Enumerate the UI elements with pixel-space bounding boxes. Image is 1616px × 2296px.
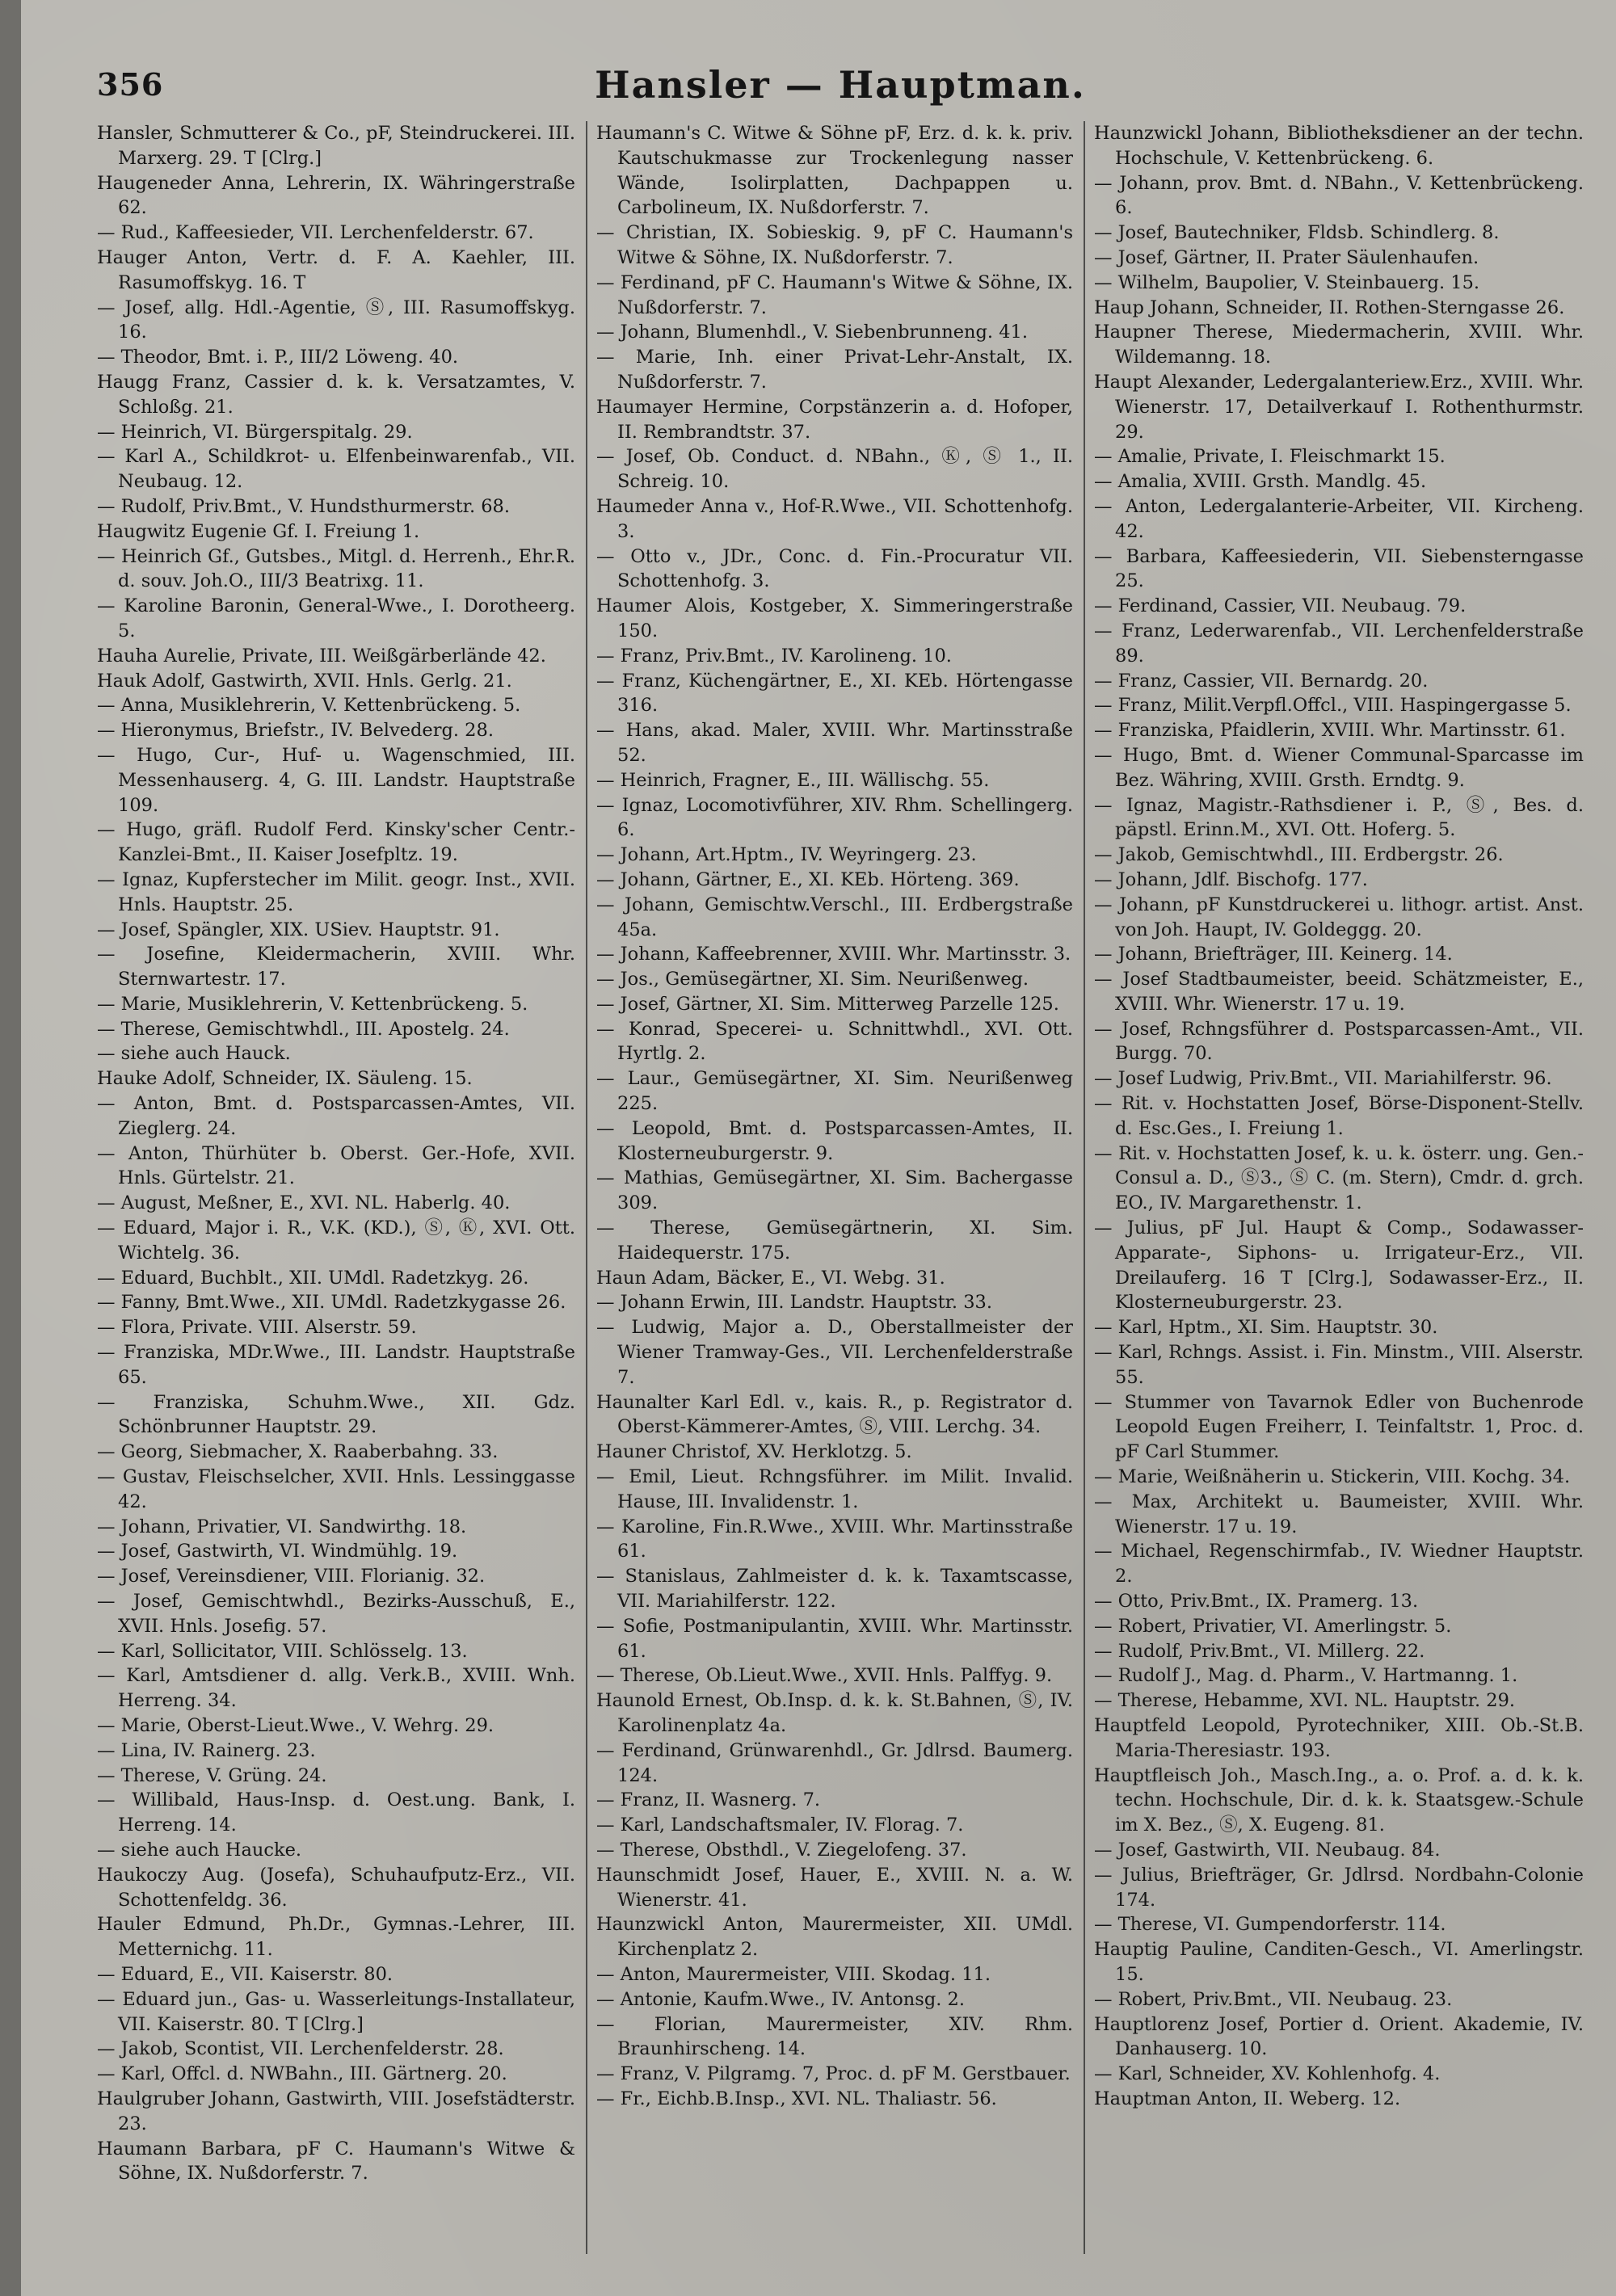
- directory-entry: — Marie, Musiklehrerin, V. Kettenbrückeng. 5.: [97, 993, 528, 1015]
- directory-entry: — Therese, Ob.Lieut.Wwe., XVII. Hnls. Palffyg. 9.: [596, 1665, 1053, 1687]
- directory-entry: — Heinrich Gf., Gutsbes., Mitgl. d. Herrenh., Ehr.R. d. souv. Joh.O., III/3 Beatrixg. 11.: [97, 545, 575, 592]
- column-divider: [1084, 121, 1085, 2254]
- directory-entry: Haugeneder Anna, Lehrerin, IX. Währingerstraße 62.: [97, 172, 575, 219]
- directory-entry: — Josef Ludwig, Priv.Bmt., VII. Mariahilferstr. 96.: [1094, 1068, 1552, 1090]
- directory-entry: Haumayer Hermine, Corpstänzerin a. d. Hofoper, II. Rembrandtstr. 37.: [596, 396, 1073, 443]
- directory-entry: — August, Meßner, E., XVI. NL. Haberlg. 40.: [97, 1192, 511, 1214]
- directory-entry: Haunschmidt Josef, Hauer, E., XVIII. N. a. W. Wienerstr. 41.: [596, 1864, 1073, 1911]
- directory-entry: — Josef, allg. Hdl.-Agentie, Ⓢ, III. Rasumoffskyg. 16.: [97, 296, 575, 343]
- directory-entry: — Hugo, Cur-, Huf- u. Wagenschmied, III. Messenhauserg. 4, G. III. Landstr. Hauptstraße 109.: [97, 744, 575, 816]
- directory-entry: Haugg Franz, Cassier d. k. k. Versatzamtes, V. Schloßg. 21.: [97, 371, 575, 418]
- directory-entry: — Heinrich, Fragner, E., III. Wällischg. 55.: [596, 769, 990, 791]
- directory-entry: — Josef, Gemischtwhdl., Bezirks-Ausschuß, E., XVII. Hnls. Josefig. 57.: [97, 1591, 575, 1637]
- directory-entry: — Marie, Inh. einer Privat-Lehr-Anstalt, IX. Nußdorferstr. 7.: [596, 347, 1073, 393]
- directory-entry: — Julius, pF Jul. Haupt & Comp., Sodawasser-Apparate-, Siphons- u. Irrigateur-Erz., VII. Dreilauferg. 16 T [Clrg.], Sodawasser-Erz., II. Klosterneuburgerstr. 23.: [1094, 1217, 1584, 1314]
- directory-entry: — Barbara, Kaffeesiederin, VII. Siebensterngasse 25.: [1094, 545, 1584, 592]
- directory-entry: — Konrad, Specerei- u. Schnittwhdl., XVI. Ott. Hyrtlg. 2.: [596, 1018, 1073, 1065]
- directory-entry: — Karl, Offcl. d. NWBahn., III. Gärtnerg. 20.: [97, 2063, 507, 2085]
- directory-columns: [97, 121, 1584, 2254]
- directory-entry: — Therese, VI. Gumpendorferstr. 114.: [1094, 1914, 1446, 1936]
- directory-entry: — Marie, Weißnäherin u. Stickerin, VIII. Kochg. 34.: [1094, 1466, 1571, 1488]
- directory-entry: — Therese, Hebamme, XVI. NL. Hauptstr. 29.: [1094, 1690, 1516, 1712]
- directory-entry: — Josef, Gastwirth, VII. Neubaug. 84.: [1094, 1839, 1441, 1861]
- directory-entry: — Hugo, gräfl. Rudolf Ferd. Kinsky'scher Centr.-Kanzlei-Bmt., II. Kaiser Josefpltz. 19.: [97, 819, 575, 866]
- directory-entry: — Karl, Hptm., XI. Sim. Hauptstr. 30.: [1094, 1317, 1438, 1339]
- directory-entry: — Ignaz, Magistr.-Rathsdiener i. P., Ⓢ, Bes. d. päpstl. Erinn.M., XVI. Ott. Hoferg. 5.: [1094, 794, 1584, 841]
- directory-entry: — Robert, Priv.Bmt., VII. Neubaug. 23.: [1094, 1988, 1453, 2010]
- directory-entry: — Mathias, Gemüsegärtner, XI. Sim. Bachergasse 309.: [596, 1167, 1073, 1214]
- directory-entry: Hauptfeld Leopold, Pyrotechniker, XIII. Ob.-St.B. Maria-Theresiastr. 193.: [1094, 1715, 1584, 1761]
- directory-entry: Haunalter Karl Edl. v., kais. R., p. Registrator d. Oberst-Kämmerer-Amtes, Ⓢ, VIII. Lerchg. 34.: [596, 1391, 1073, 1438]
- directory-entry: — Ludwig, Major a. D., Oberstallmeister der Wiener Tramway-Ges., VII. Lerchenfelderstraße 7.: [596, 1317, 1073, 1388]
- directory-entry: — Ferdinand, Cassier, VII. Neubaug. 79.: [1094, 595, 1467, 617]
- directory-entry: Hauptig Pauline, Canditen-Gesch., VI. Amerlingstr. 15.: [1094, 1939, 1584, 1985]
- page-binding-edge: [0, 0, 21, 2296]
- directory-entry: Haunzwickl Johann, Bibliotheksdiener an der techn. Hochschule, V. Kettenbrückeng. 6.: [1094, 123, 1584, 169]
- directory-entry: — Christian, IX. Sobieskig. 9, pF C. Haumann's Witwe & Söhne, IX. Nußdorferstr. 7.: [596, 222, 1073, 268]
- directory-entry: — Lina, IV. Rainerg. 23.: [97, 1739, 316, 1761]
- directory-entry: Hauner Christof, XV. Herklotzg. 5.: [596, 1441, 912, 1463]
- directory-entry: Haunold Ernest, Ob.Insp. d. k. k. St.Bahnen, Ⓢ, IV. Karolinenplatz 4a.: [596, 1690, 1073, 1736]
- directory-entry: — Eduard, E., VII. Kaiserstr. 80.: [97, 1963, 393, 1985]
- directory-entry: — Rudolf, Priv.Bmt., V. Hundsthurmerstr. 68.: [97, 495, 511, 517]
- page-header: [97, 63, 1584, 120]
- directory-entry: — Franziska, Schuhm.Wwe., XII. Gdz. Schönbrunner Hauptstr. 29.: [97, 1391, 575, 1438]
- directory-entry: — Franz, Küchengärtner, E., XI. KEb. Hörtengasse 316.: [596, 670, 1073, 717]
- directory-entry: — Julius, Briefträger, Gr. Jdlrsd. Nordbahn-Colonie 174.: [1094, 1864, 1584, 1911]
- directory-entry: — Florian, Maurermeister, XIV. Rhm. Braunhirscheng. 14.: [596, 2013, 1073, 2060]
- directory-entry: — Jakob, Gemischtwhdl., III. Erdbergstr. 26.: [1094, 844, 1504, 866]
- directory-entry: — Karl, Landschaftsmaler, IV. Florag. 7.: [596, 1815, 964, 1836]
- directory-entry: Hauke Adolf, Schneider, IX. Säuleng. 15.: [97, 1068, 473, 1090]
- directory-entry: — Stanislaus, Zahlmeister d. k. k. Taxamtscasse, VII. Mariahilferstr. 122.: [596, 1566, 1073, 1613]
- directory-entry: — Max, Architekt u. Baumeister, XVIII. Whr. Wienerstr. 17 u. 19.: [1094, 1491, 1584, 1537]
- directory-entry: — Fanny, Bmt.Wwe., XII. UMdl. Radetzkygasse 26.: [97, 1292, 566, 1314]
- directory-entry: — Otto v., JDr., Conc. d. Fin.-Procuratur VII. Schottenhofg. 3.: [596, 545, 1073, 592]
- directory-entry: — Johann, Art.Hptm., IV. Weyringerg. 23.: [596, 844, 977, 866]
- directory-entry: — Therese, V. Grüng. 24.: [97, 1764, 327, 1786]
- column-3: [1094, 121, 1584, 2254]
- directory-entry: — Anton, Bmt. d. Postsparcassen-Amtes, VII. Zieglerg. 24.: [97, 1093, 575, 1139]
- directory-entry: — Franz, Milit.Verpfl.Offcl., VIII. Haspingergasse 5.: [1094, 695, 1572, 717]
- directory-entry: — Anna, Musiklehrerin, V. Kettenbrückeng. 5.: [97, 695, 521, 717]
- directory-entry: — Josef, Rchngsführer d. Postsparcassen-Amt., VII. Burgg. 70.: [1094, 1018, 1584, 1065]
- directory-entry: — Fr., Eichb.B.Insp., XVI. NL. Thaliastr. 56.: [596, 2088, 997, 2109]
- directory-entry: — Ferdinand, pF C. Haumann's Witwe & Söhne, IX. Nußdorferstr. 7.: [596, 271, 1073, 318]
- directory-entry: Hauha Aurelie, Private, III. Weißgärberlände 42.: [97, 645, 546, 667]
- directory-entry: — Karl, Amtsdiener d. allg. Verk.B., XVIII. Wnh. Herreng. 34.: [97, 1665, 575, 1712]
- directory-entry: — Flora, Private. VIII. Alserstr. 59.: [97, 1317, 417, 1339]
- directory-entry: Haunzwickl Anton, Maurermeister, XII. UMdl. Kirchenplatz 2.: [596, 1914, 1073, 1961]
- directory-entry: — Karoline Baronin, General-Wwe., I. Dorotheerg. 5.: [97, 595, 575, 641]
- directory-entry: — Anton, Ledergalanterie-Arbeiter, VII. Kircheng. 42.: [1094, 495, 1584, 542]
- directory-entry: — Karl A., Schildkrot- u. Elfenbeinwarenfab., VII. Neubaug. 12.: [97, 446, 575, 493]
- directory-entry: Haulgruber Johann, Gastwirth, VIII. Josefstädterstr. 23.: [97, 2088, 575, 2134]
- directory-entry: — Johann, Gemischtw.Verschl., III. Erdbergstraße 45a.: [596, 894, 1073, 940]
- directory-entry: — Johann, Jdlf. Bischofg. 177.: [1094, 868, 1368, 890]
- directory-entry: — Amalie, Private, I. Fleischmarkt 15.: [1094, 446, 1446, 468]
- directory-entry: — Hugo, Bmt. d. Wiener Communal-Sparcasse im Bez. Währing, XVIII. Grsth. Erndtg. 9.: [1094, 744, 1584, 791]
- directory-entry: — Laur., Gemüsegärtner, XI. Sim. Neurißenweg 225.: [596, 1068, 1073, 1115]
- directory-entry: — Josefine, Kleidermacherin, XVIII. Whr. Sternwartestr. 17.: [97, 944, 575, 990]
- directory-entry: — Ignaz, Kupferstecher im Milit. geogr. Inst., XVII. Hnls. Hauptstr. 25.: [97, 868, 575, 915]
- directory-entry: — Jos., Gemüsegärtner, XI. Sim. Neurißenweg.: [596, 969, 1029, 990]
- directory-entry: — Franziska, MDr.Wwe., III. Landstr. Hauptstraße 65.: [97, 1342, 575, 1388]
- directory-entry: — Michael, Regenschirmfab., IV. Wiedner Hauptstr. 2.: [1094, 1541, 1584, 1587]
- directory-entry: — Johann Erwin, III. Landstr. Hauptstr. 33.: [596, 1292, 993, 1314]
- directory-entry: Hauptlorenz Josef, Portier d. Orient. Akademie, IV. Danhauserg. 10.: [1094, 2013, 1584, 2060]
- column-2: [596, 121, 1073, 2254]
- directory-entry: — Franz, Priv.Bmt., IV. Karolineng. 10.: [596, 645, 952, 667]
- directory-entry: Haumer Alois, Kostgeber, X. Simmeringerstraße 150.: [596, 595, 1073, 641]
- directory-entry: — Franziska, Pfaidlerin, XVIII. Whr. Martinsstr. 61.: [1094, 720, 1566, 742]
- running-title: Hansler — Hauptman.: [595, 63, 1086, 107]
- directory-entry: — Josef, Vereinsdiener, VIII. Florianig. 32.: [97, 1566, 486, 1587]
- directory-entry: — Franz, V. Pilgramg. 7, Proc. d. pF M. Gerstbauer.: [596, 2063, 1071, 2085]
- directory-entry: Haugwitz Eugenie Gf. I. Freiung 1.: [97, 520, 420, 542]
- directory-entry: — Gustav, Fleischselcher, XVII. Hnls. Lessinggasse 42.: [97, 1466, 575, 1512]
- directory-entry: — Franz, Cassier, VII. Bernardg. 20.: [1094, 670, 1429, 692]
- directory-entry: Haupner Therese, Miedermacherin, XVIII. Whr. Wildemanng. 18.: [1094, 322, 1584, 368]
- directory-entry: — Amalia, XVIII. Grsth. Mandlg. 45.: [1094, 471, 1427, 493]
- directory-entry: — Eduard, Buchblt., XII. UMdl. Radetzkyg. 26.: [97, 1267, 529, 1289]
- directory-entry: — Willibald, Haus-Insp. d. Oest.ung. Bank, I. Herreng. 14.: [97, 1789, 575, 1836]
- directory-entry: — Karl, Rchngs. Assist. i. Fin. Minstm., VIII. Alserstr. 55.: [1094, 1342, 1584, 1388]
- directory-entry: — Karoline, Fin.R.Wwe., XVIII. Whr. Martinsstraße 61.: [596, 1516, 1073, 1562]
- directory-entry: — Johann, pF Kunstdruckerei u. lithogr. artist. Anst. von Joh. Haupt, IV. Goldeggg. 20.: [1094, 894, 1584, 940]
- directory-entry: — Therese, Gemüsegärtnerin, XI. Sim. Haidequerstr. 175.: [596, 1217, 1073, 1264]
- directory-entry: — Johann, Briefträger, III. Keinerg. 14.: [1094, 944, 1453, 965]
- directory-entry: — Anton, Maurermeister, VIII. Skodag. 11.: [596, 1963, 991, 1985]
- directory-entry: — Heinrich, VI. Bürgerspitalg. 29.: [97, 421, 413, 443]
- directory-entry: Hauger Anton, Vertr. d. F. A. Kaehler, III. Rasumoffskyg. 16. T: [97, 246, 575, 293]
- directory-entry: — Robert, Privatier, VI. Amerlingstr. 5.: [1094, 1615, 1452, 1637]
- directory-entry: — Rudolf, Priv.Bmt., VI. Millerg. 22.: [1094, 1640, 1425, 1662]
- directory-entry: — Anton, Thürhüter b. Oberst. Ger.-Hofe, XVII. Hnls. Gürtelstr. 21.: [97, 1142, 575, 1189]
- directory-entry: — Jakob, Scontist, VII. Lerchenfelderstr. 28.: [97, 2038, 504, 2060]
- directory-entry: — Rud., Kaffeesieder, VII. Lerchenfelderstr. 67.: [97, 222, 534, 244]
- directory-entry: — Ferdinand, Grünwarenhdl., Gr. Jdlrsd. Baumerg. 124.: [596, 1739, 1073, 1786]
- directory-entry: — Josef Stadtbaumeister, beeid. Schätzmeister, E., XVIII. Whr. Wienerstr. 17 u. 19.: [1094, 969, 1584, 1015]
- directory-entry: — Franz, II. Wasnerg. 7.: [596, 1789, 821, 1811]
- directory-entry: — Josef, Bautechniker, Fldsb. Schindlerg. 8.: [1094, 222, 1500, 244]
- directory-entry: — Johann, Blumenhdl., V. Siebenbrunneng. 41.: [596, 322, 1029, 343]
- directory-entry: Haupt Alexander, Ledergalanteriew.Erz., XVIII. Whr. Wienerstr. 17, Detailverkauf I. Rothenthurmstr. 29.: [1094, 371, 1584, 443]
- directory-entry: — Josef, Gärtner, II. Prater Säulenhaufen.: [1094, 246, 1479, 268]
- directory-entry: Haukoczy Aug. (Josefa), Schuhaufputz-Erz., VII. Schottenfeldg. 36.: [97, 1864, 575, 1911]
- directory-entry: — siehe auch Hauck.: [97, 1043, 291, 1065]
- directory-entry: — Johann, prov. Bmt. d. NBahn., V. Kettenbrückeng. 6.: [1094, 172, 1584, 219]
- directory-entry: — Hieronymus, Briefstr., IV. Belvederg. 28.: [97, 720, 494, 742]
- directory-entry: Hauler Edmund, Ph.Dr., Gymnas.-Lehrer, III. Metternichg. 11.: [97, 1914, 575, 1961]
- directory-entry: — Emil, Lieut. Rchngsführer. im Milit. Invalid. Hause, III. Invalidenstr. 1.: [596, 1466, 1073, 1512]
- directory-entry: Hauk Adolf, Gastwirth, XVII. Hnls. Gerlg. 21.: [97, 670, 512, 692]
- directory-entry: Hauptman Anton, II. Weberg. 12.: [1094, 2088, 1401, 2109]
- directory-entry: — Josef, Ob. Conduct. d. NBahn., Ⓚ, Ⓢ 1., II. Schreig. 10.: [596, 446, 1073, 493]
- directory-entry: — Josef, Gastwirth, VI. Windmühlg. 19.: [97, 1541, 458, 1562]
- directory-entry: — Marie, Oberst-Lieut.Wwe., V. Wehrg. 29.: [97, 1715, 494, 1736]
- page-number: 356: [97, 66, 164, 103]
- directory-entry: — Eduard, Major i. R., V.K. (KD.), Ⓢ, Ⓚ, XVI. Ott. Wichtelg. 36.: [97, 1217, 575, 1264]
- directory-entry: — Sofie, Postmanipulantin, XVIII. Whr. Martinsstr. 61.: [596, 1615, 1073, 1662]
- directory-entry: — Karl, Schneider, XV. Kohlenhofg. 4.: [1094, 2063, 1441, 2085]
- directory-entry: — Leopold, Bmt. d. Postsparcassen-Amtes, II. Klosterneuburgerstr. 9.: [596, 1117, 1073, 1164]
- directory-entry: — Eduard jun., Gas- u. Wasserleitungs-Installateur, VII. Kaiserstr. 80. T [Clrg.]: [97, 1988, 575, 2035]
- directory-entry: — Wilhelm, Baupolier, V. Steinbauerg. 15.: [1094, 271, 1480, 293]
- column-1: [97, 121, 575, 2254]
- directory-entry: — Therese, Gemischtwhdl., III. Apostelg. 24.: [97, 1018, 510, 1040]
- directory-entry: — Antonie, Kaufm.Wwe., IV. Antonsg. 2.: [596, 1988, 966, 2010]
- directory-entry: — Otto, Priv.Bmt., IX. Pramerg. 13.: [1094, 1591, 1419, 1613]
- directory-entry: — Franz, Lederwarenfab., VII. Lerchenfelderstraße 89.: [1094, 620, 1584, 667]
- directory-entry: Haun Adam, Bäcker, E., VI. Webg. 31.: [596, 1267, 945, 1289]
- directory-entry: Haumeder Anna v., Hof-R.Wwe., VII. Schottenhofg. 3.: [596, 495, 1073, 542]
- directory-entry: — Johann, Privatier, VI. Sandwirthg. 18.: [97, 1516, 467, 1537]
- directory-entry: — Rudolf J., Mag. d. Pharm., V. Hartmanng. 1.: [1094, 1665, 1518, 1687]
- directory-entry: — Josef, Gärtner, XI. Sim. Mitterweg Parzelle 125.: [596, 993, 1059, 1015]
- directory-entry: — Stummer von Tavarnok Edler von Buchenrode Leopold Eugen Freiherr, I. Teinfaltstr. 1, Proc. d. pF Carl Stummer.: [1094, 1391, 1584, 1463]
- directory-entry: — Hans, akad. Maler, XVIII. Whr. Martinsstraße 52.: [596, 720, 1073, 766]
- directory-entry: Hansler, Schmutterer & Co., pF, Steindruckerei. III. Marxerg. 29. T [Clrg.]: [97, 123, 575, 169]
- directory-entry: Haumann Barbara, pF C. Haumann's Witwe & Söhne, IX. Nußdorferstr. 7.: [97, 2138, 575, 2185]
- directory-entry: — Johann, Gärtner, E., XI. KEb. Hörteng. 369.: [596, 868, 1020, 890]
- directory-entry: — Karl, Sollicitator, VIII. Schlösselg. 13.: [97, 1640, 468, 1662]
- directory-entry: — siehe auch Haucke.: [97, 1839, 302, 1861]
- directory-entry: — Georg, Siebmacher, X. Raaberbahng. 33.: [97, 1441, 499, 1463]
- directory-entry: — Johann, Kaffeebrenner, XVIII. Whr. Martinsstr. 3.: [596, 944, 1071, 965]
- directory-entry: — Rit. v. Hochstatten Josef, k. u. k. österr. ung. Gen.-Consul a. D., Ⓢ3., Ⓢ C. (m. Stern), Cmdr. d. grch. EO., IV. Margarethenstr. 1.: [1094, 1142, 1584, 1214]
- directory-entry: Haup Johann, Schneider, II. Rothen-Sterngasse 26.: [1094, 296, 1565, 318]
- column-divider: [586, 121, 587, 2254]
- directory-entry: — Rit. v. Hochstatten Josef, Börse-Disponent-Stellv. d. Esc.Ges., I. Freiung 1.: [1094, 1093, 1584, 1139]
- directory-entry: — Theodor, Bmt. i. P., III/2 Löweng. 40.: [97, 347, 459, 368]
- directory-entry: — Therese, Obsthdl., V. Ziegelofeng. 37.: [596, 1839, 967, 1861]
- directory-entry: Haumann's C. Witwe & Söhne pF, Erz. d. k. k. priv. Kautschukmasse zur Trockenlegung nasser Wände, Isolirplatten, Dachpappen u. Carbolineum, IX. Nußdorferstr. 7.: [596, 123, 1073, 219]
- directory-entry: Hauptfleisch Joh., Masch.Ing., a. o. Prof. a. d. k. k. techn. Hochschule, Dir. d. k. k. Staatsgew.-Schule im X. Bez., Ⓢ, X. Eugeng. 81.: [1094, 1764, 1584, 1836]
- directory-entry: — Josef, Spängler, XIX. USiev. Hauptstr. 91.: [97, 919, 500, 940]
- directory-entry: — Ignaz, Locomotivführer, XIV. Rhm. Schellingerg. 6.: [596, 794, 1073, 841]
